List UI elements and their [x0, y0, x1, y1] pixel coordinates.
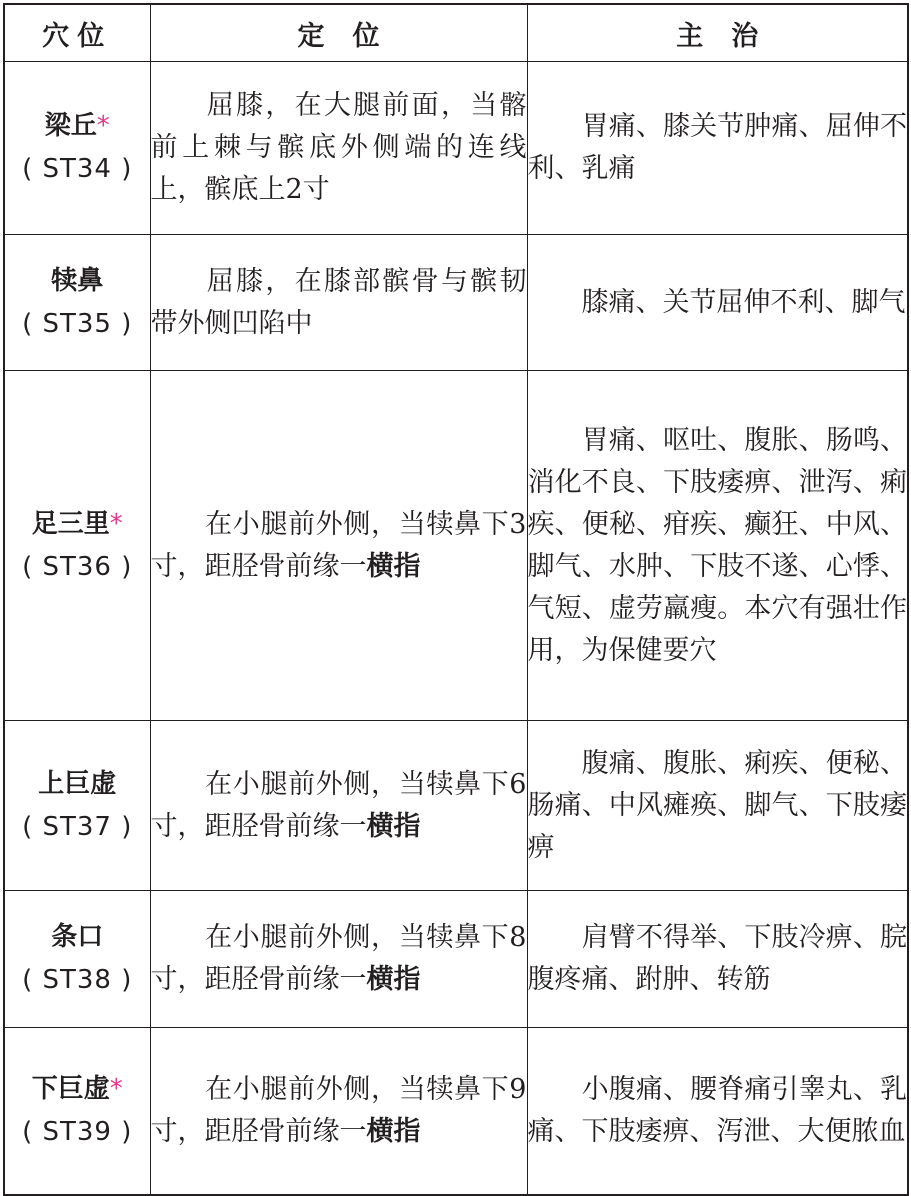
location-cell: [150, 235, 527, 371]
acupoint-cell: [4, 891, 150, 1028]
acupoint-name: 上巨虚: [38, 768, 117, 799]
indications-cell: [527, 235, 908, 371]
acupoint-name: 条口: [51, 922, 104, 952]
acupoint-name: 犊鼻: [51, 265, 104, 296]
indications-text: 小腹痛、腰脊痛引睾丸、乳痛、下肢痿痹、泻泄、大便脓血: [527, 1073, 907, 1147]
indications-text: 肩臂不得举、下肢冷痹、脘腹疼痛、跗肿、转筋: [527, 922, 907, 995]
location-cell: [150, 891, 527, 1028]
table-row: [4, 235, 908, 371]
table-row: [4, 371, 908, 721]
location-text: 屈膝，在大腿前面，当髂前上棘与髌底外侧端的连线上，髌底上2寸: [150, 90, 527, 205]
location-text: 在小腿前外侧，当犊鼻下8寸，距胫骨前缘一: [150, 922, 527, 995]
acupoint-cell: [4, 235, 150, 371]
acupoint-name: 下巨虚: [31, 1073, 110, 1104]
header-indications: 主治: [527, 4, 908, 62]
location-text: 在小腿前外侧，当犊鼻下6寸，距胫骨前缘一: [150, 768, 527, 842]
location-emphasis: 横指: [366, 1115, 421, 1147]
acupoint-cell: [4, 721, 150, 891]
indications-text: 胃痛、呕吐、腹胀、肠鸣、消化不良、下肢痿痹、泄泻、痢疾、便秘、疳疾、癫狂、中风、脚气、水肿、下肢不遂、心悸、气短、虚劳羸瘦。本穴有强壮作用，为保健要穴: [527, 424, 907, 666]
acupoint-cell: [4, 62, 150, 235]
location-cell: [150, 1028, 527, 1195]
acupoint-code: ( ST36 ): [22, 551, 133, 582]
indications-text: 腹痛、腹胀、痢疾、便秘、肠痛、中风瘫痪、脚气、下肢痿痹: [527, 747, 907, 863]
acupoint-code: ( ST38 ): [22, 965, 133, 995]
acupoint-table: [3, 3, 909, 1196]
acupoint-code: ( ST34 ): [22, 154, 133, 184]
location-cell: [150, 62, 527, 235]
location-text: 在小腿前外侧，当犊鼻下3寸，距胫骨前缘一: [150, 508, 527, 582]
location-emphasis: 横指: [366, 964, 421, 995]
indications-cell: [527, 1028, 908, 1195]
table-row: [4, 891, 908, 1028]
acupoint-code: ( ST37 ): [22, 811, 133, 842]
location-emphasis: 横指: [366, 810, 421, 842]
location-emphasis: 横指: [366, 550, 421, 582]
acupoint-name: 梁丘: [44, 111, 97, 141]
header-location: 定位: [150, 4, 527, 62]
acupoint-code: ( ST39 ): [22, 1116, 133, 1147]
table-row: [4, 721, 908, 891]
header-row: [4, 4, 908, 62]
indications-text: 膝痛、关节屈伸不利、脚气: [581, 286, 906, 318]
key-point-star: *: [109, 1073, 123, 1104]
location-cell: [150, 371, 527, 721]
acupoint-cell: [4, 1028, 150, 1195]
table-row: [4, 1028, 908, 1195]
key-point-star: *: [109, 508, 123, 539]
acupoint-name: 足三里: [31, 508, 110, 539]
location-cell: [150, 721, 527, 891]
key-point-star: *: [96, 111, 110, 141]
acupoint-code: ( ST35 ): [22, 308, 133, 339]
indications-cell: [527, 371, 908, 721]
acupoint-cell: [4, 371, 150, 721]
indications-cell: [527, 62, 908, 235]
location-text: 在小腿前外侧，当犊鼻下9寸，距胫骨前缘一: [150, 1073, 527, 1147]
indications-cell: [527, 891, 908, 1028]
indications-cell: [527, 721, 908, 891]
indications-text: 胃痛、膝关节肿痛、屈伸不利、乳痛: [527, 111, 907, 184]
table-row: [4, 62, 908, 235]
location-text: 屈膝，在膝部髌骨与髌韧带外侧凹陷中: [150, 265, 527, 339]
header-acupoint: 穴位: [4, 4, 150, 62]
